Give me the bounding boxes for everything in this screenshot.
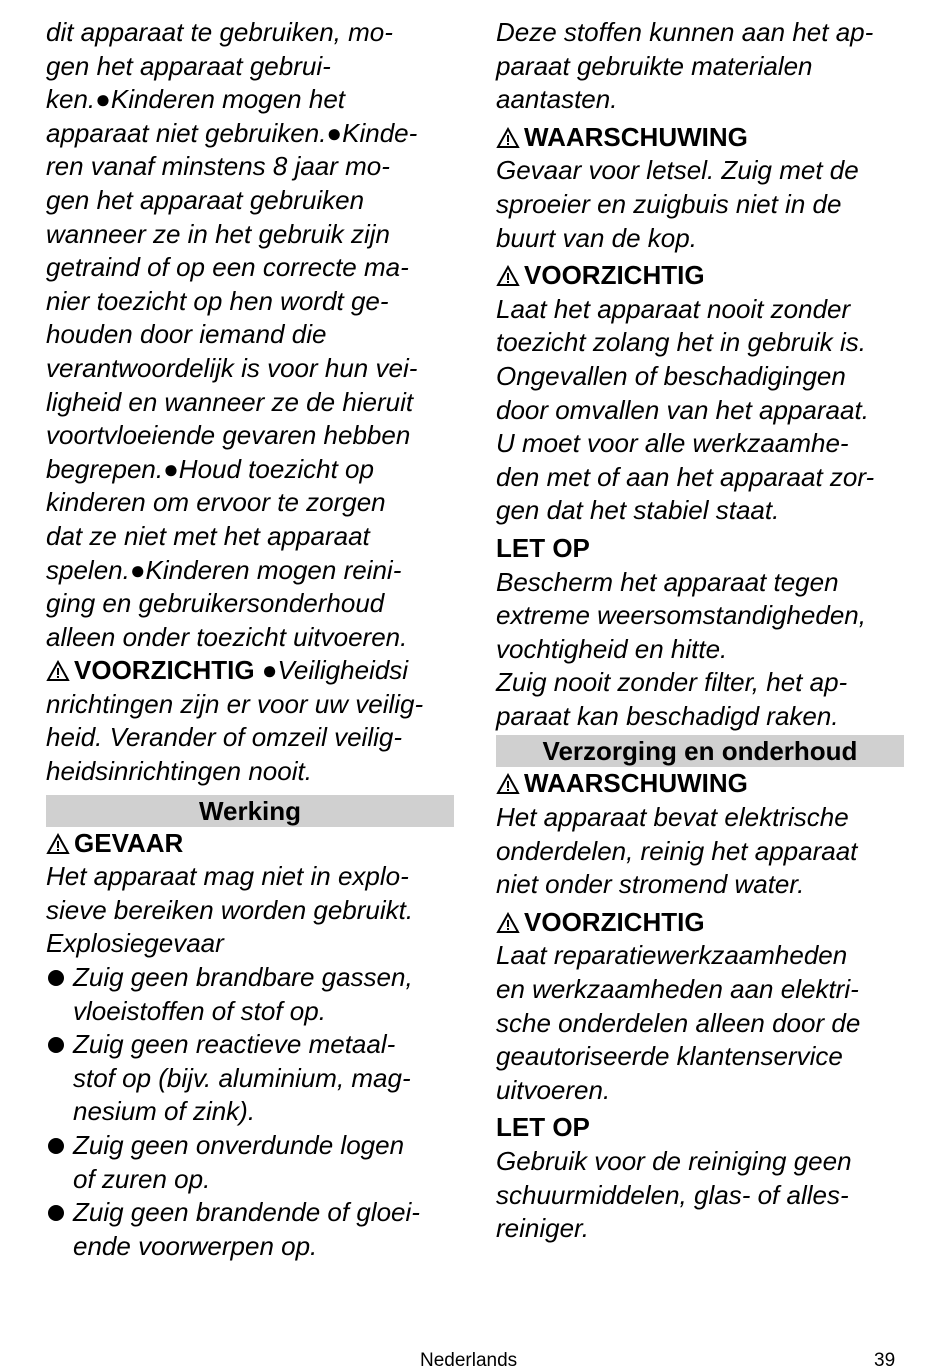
- bullet-dot-icon: [48, 1205, 64, 1221]
- text-line: Explosiegevaar: [46, 928, 224, 959]
- text-line: den met of aan het apparaat zor-: [496, 461, 875, 492]
- warning-triangle-icon: [46, 654, 74, 688]
- footer-language: Nederlands: [420, 1350, 518, 1371]
- bullet-item: [46, 1129, 456, 1196]
- warning-triangle-icon: [496, 121, 524, 155]
- text-line: getraind of op een correcte ma-: [46, 252, 409, 283]
- text-line: en werkzaamheden aan elektri-: [496, 974, 859, 1005]
- text-line: Zuig geen brandbare gassen,: [73, 962, 413, 993]
- text-line: ligheid en wanneer ze de hieruit: [46, 386, 414, 417]
- caution-label: VOORZICHTIG: [74, 655, 255, 686]
- page-number: 39: [874, 1350, 896, 1371]
- text-line: verantwoordelijk is voor hun vei-: [46, 352, 418, 383]
- text-line: paraat kan beschadigd raken.: [496, 700, 839, 731]
- note-heading: LET OP: [496, 532, 590, 563]
- text-line: extreme weersomstandigheden,: [496, 600, 866, 631]
- text-line: gen het apparaat gebruiken: [46, 184, 365, 215]
- left-column: [46, 16, 456, 1263]
- text-line: U moet voor alle werkzaamhe-: [496, 428, 849, 459]
- bullet-item: [46, 961, 456, 1028]
- text-line: heid. Verander of omzeil veilig-: [46, 722, 402, 753]
- text-line: gen het apparaat gebrui-: [46, 50, 331, 81]
- text-line: Laat het apparaat nooit zonder: [496, 293, 851, 324]
- text-line: heidsinrichtingen nooit.: [46, 756, 312, 787]
- warning-label: WAARSCHUWING: [524, 121, 748, 152]
- text-line: gen dat het stabiel staat.: [496, 495, 780, 526]
- text-line: begrepen.●Houd toezicht op: [46, 453, 374, 484]
- warning-triangle-icon: [496, 259, 524, 293]
- warning-heading: [496, 767, 906, 801]
- text-line: Gevaar voor letsel. Zuig met de: [496, 155, 859, 186]
- caution-text: ●Veiligheidsi: [254, 655, 409, 686]
- text-line: Bescherm het apparaat tegen: [496, 566, 839, 597]
- text-line: voortvloeiende gevaren hebben: [46, 420, 411, 451]
- text-line: niet onder stromend water.: [496, 869, 805, 900]
- note-heading: LET OP: [496, 1112, 590, 1143]
- text-line: schuurmiddelen, glas- of alles-: [496, 1179, 849, 1210]
- text-line: alleen onder toezicht uitvoeren.: [46, 621, 408, 652]
- text-line: wanneer ze in het gebruik zijn: [46, 218, 390, 249]
- text-line: uitvoeren.: [496, 1074, 611, 1105]
- text-line: Laat reparatiewerkzaamheden: [496, 940, 848, 971]
- danger-label: GEVAAR: [74, 827, 184, 858]
- text-line: stof op (bijv. aluminium, mag-: [73, 1062, 411, 1093]
- danger-heading: [46, 827, 456, 861]
- text-line: ren vanaf minstens 8 jaar mo-: [46, 151, 390, 182]
- text-line: vloeistoffen of stof op.: [73, 995, 326, 1026]
- section-heading-verzorging: Verzorging en onderhoud: [496, 735, 904, 767]
- warning-label: WAARSCHUWING: [524, 768, 748, 799]
- text-line: Zuig geen onverdunde logen: [73, 1130, 405, 1160]
- caution-label: VOORZICHTIG: [524, 906, 705, 937]
- bullet-dot-icon: [48, 970, 64, 986]
- text-line: vochtigheid en hitte.: [496, 633, 728, 664]
- text-line: Zuig geen brandende of gloei-: [73, 1197, 420, 1228]
- text-line: sproeier en zuigbuis niet in de: [496, 188, 842, 219]
- warning-triangle-icon: [496, 906, 524, 940]
- text-line: ging en gebruikersonderhoud: [46, 588, 385, 619]
- text-line: ende voorwerpen op.: [73, 1230, 318, 1261]
- bullet-dot-icon: [48, 1138, 64, 1154]
- text-line: Het apparaat bevat elektrische: [496, 802, 849, 833]
- text-line: reiniger.: [496, 1213, 589, 1244]
- warning-triangle-icon: [496, 767, 524, 801]
- text-line: spelen.●Kinderen mogen reini-: [46, 554, 402, 585]
- text-line: apparaat niet gebruiken.●Kinde-: [46, 117, 418, 148]
- caution-line: [46, 654, 456, 688]
- caution-heading: [496, 906, 906, 940]
- text-line: aantasten.: [496, 84, 618, 115]
- text-line: toezicht zolang het in gebruik is.: [496, 327, 866, 358]
- text-line: nier toezicht op hen wordt ge-: [46, 285, 389, 316]
- text-line: Zuig nooit zonder filter, het ap-: [496, 667, 848, 698]
- caution-label: VOORZICHTIG: [524, 260, 705, 291]
- paragraph-children-safety: [46, 16, 456, 654]
- text-line: sieve bereiken worden gebruikt.: [46, 894, 414, 925]
- text-line: dat ze niet met het apparaat: [46, 520, 370, 551]
- right-column: [496, 16, 906, 1246]
- text-line: door omvallen van het apparaat.: [496, 394, 869, 425]
- warning-triangle-icon: [46, 827, 74, 861]
- section-heading-werking: Werking: [46, 795, 454, 827]
- text-line: Gebruik voor de reiniging geen: [496, 1146, 852, 1176]
- text-line: of zuren op.: [73, 1163, 211, 1194]
- text-line: sche onderdelen alleen door de: [496, 1007, 861, 1038]
- text-line: Deze stoffen kunnen aan het ap-: [496, 17, 874, 47]
- text-line: paraat gebruikte materialen: [496, 50, 813, 81]
- warning-heading: [496, 121, 906, 155]
- text-line: Zuig geen reactieve metaal-: [73, 1029, 396, 1060]
- text-line: onderdelen, reinig het apparaat: [496, 835, 858, 866]
- text-line: buurt van de kop.: [496, 222, 697, 253]
- text-line: dit apparaat te gebruiken, mo-: [46, 17, 393, 47]
- bullet-item: [46, 1196, 456, 1263]
- text-line: kinderen om ervoor te zorgen: [46, 487, 386, 518]
- text-line: Het apparaat mag niet in explo-: [46, 861, 409, 892]
- text-line: houden door iemand die: [46, 319, 327, 350]
- caution-heading: [496, 259, 906, 293]
- bullet-dot-icon: [48, 1037, 64, 1053]
- text-line: geautoriseerde klantenservice: [496, 1041, 843, 1072]
- bullet-item: [46, 1028, 456, 1129]
- text-line: Ongevallen of beschadigingen: [496, 360, 846, 391]
- text-line: nrichtingen zijn er voor uw veilig-: [46, 688, 424, 719]
- text-line: ken.●Kinderen mogen het: [46, 84, 346, 115]
- text-line: nesium of zink).: [73, 1096, 256, 1127]
